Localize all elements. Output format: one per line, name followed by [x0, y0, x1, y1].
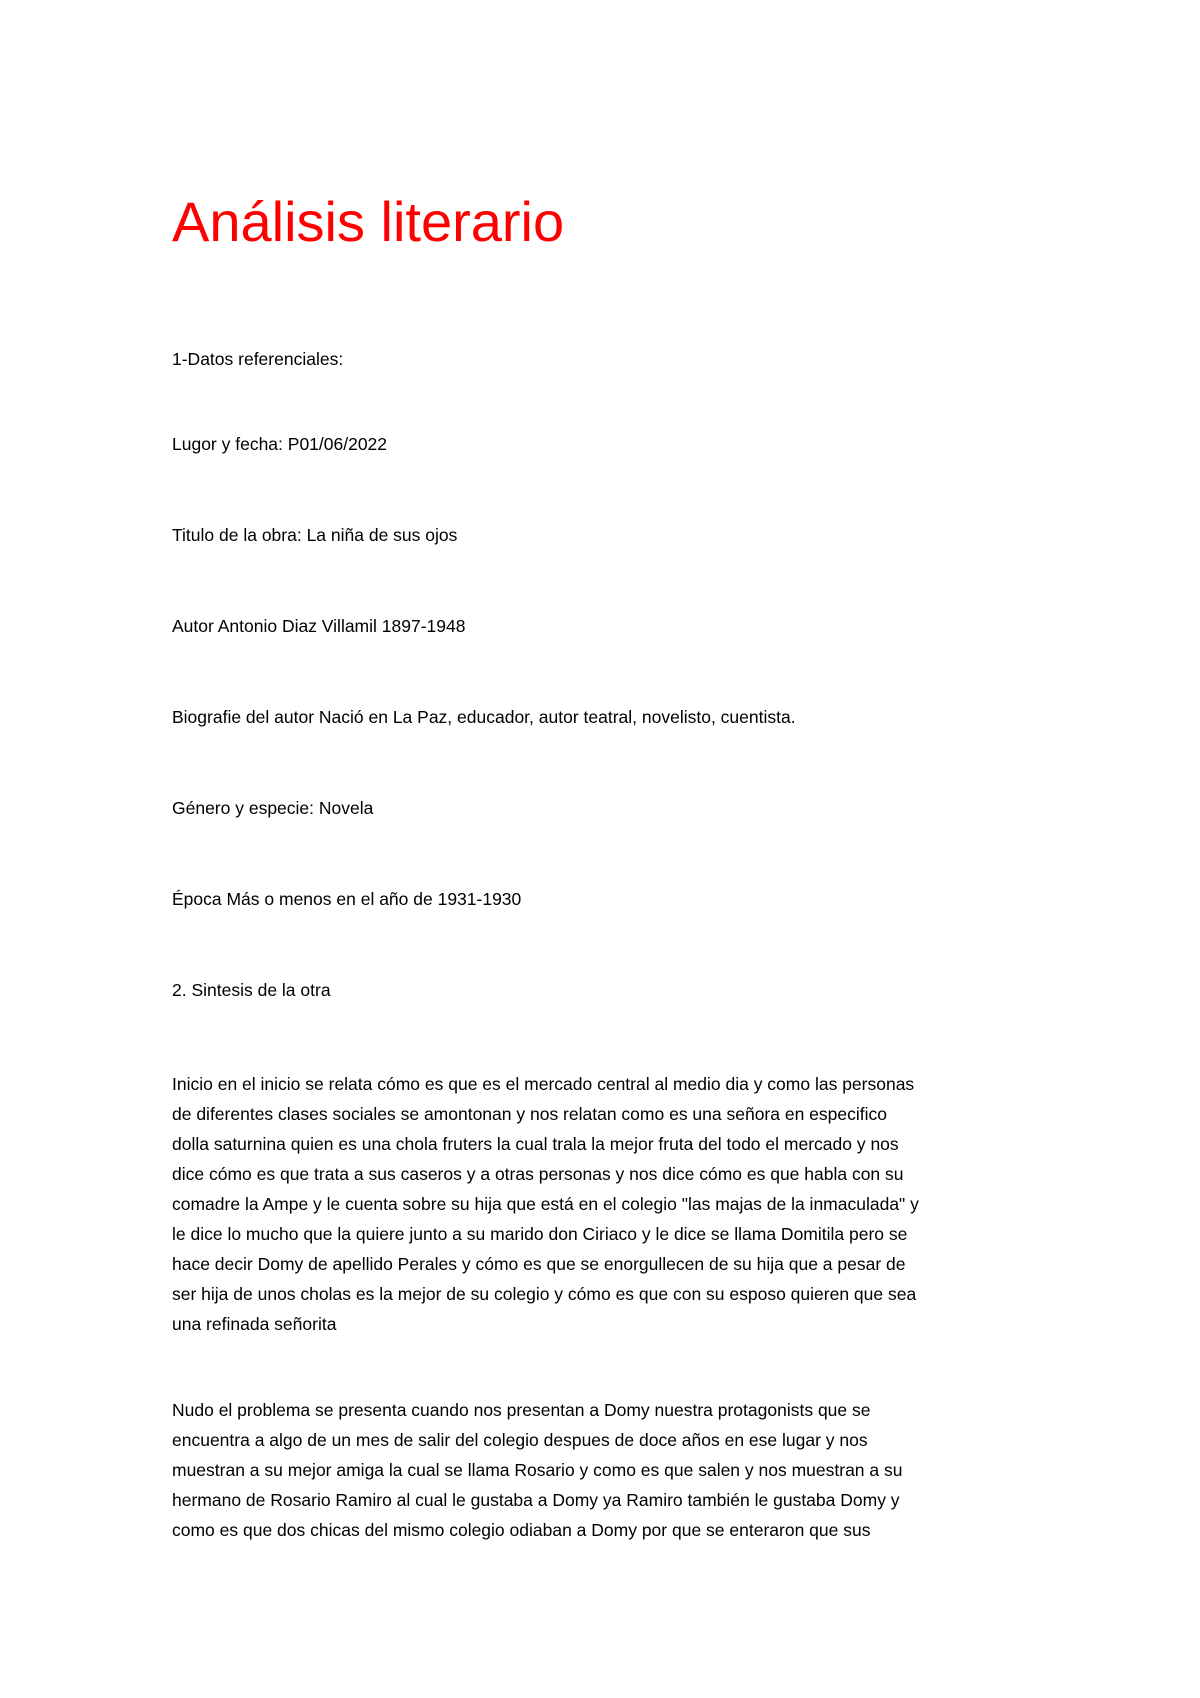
- paragraph-line: hace decir Domy de apellido Perales y cómo es que se enorgullecen de su hija que a pesar de: [172, 1254, 906, 1274]
- paragraph-line: encuentra a algo de un mes de salir del colegio despues de doce años en ese lugar y nos: [172, 1430, 868, 1450]
- autor-line: Autor Antonio Diaz Villamil 1897-1948: [172, 616, 466, 636]
- document-title: Análisis literario: [172, 190, 565, 253]
- paragraph-line: ser hija de unos cholas es la mejor de su colegio y cómo es que con su esposo quieren que sea: [172, 1284, 917, 1304]
- paragraph-line: una refinada señorita: [172, 1314, 337, 1334]
- datos-referenciales-heading: 1-Datos referenciales:: [172, 349, 344, 369]
- paragraph-line: le dice lo mucho que la quiere junto a su marido don Ciriaco y le dice se llama Domitila pero se: [172, 1224, 908, 1244]
- paragraph-line: hermano de Rosario Ramiro al cual le gustaba a Domy ya Ramiro también le gustaba Domy y: [172, 1490, 900, 1510]
- inicio-paragraph: [172, 1069, 1042, 1339]
- sintesis-heading: 2. Sintesis de la otra: [172, 980, 331, 1000]
- paragraph-line: dolla saturnina quien es una chola fruters la cual trala la mejor fruta del todo el mercado y nos: [172, 1134, 899, 1154]
- paragraph-line: Nudo el problema se presenta cuando nos presentan a Domy nuestra protagonists que se: [172, 1400, 871, 1420]
- paragraph-line: comadre la Ampe y le cuenta sobre su hija que está en el colegio "las majas de la inmaculada" y: [172, 1194, 919, 1214]
- lugar-fecha-line: Lugor y fecha: P01/06/2022: [172, 434, 388, 454]
- nudo-paragraph: [172, 1395, 1042, 1545]
- paragraph-line: muestran a su mejor amiga la cual se llama Rosario y como es que salen y nos muestran a su: [172, 1460, 903, 1480]
- titulo-obra-line: Titulo de la obra: La niña de sus ojos: [172, 525, 458, 545]
- paragraph-line: de diferentes clases sociales se amontonan y nos relatan como es una señora en especifico: [172, 1104, 888, 1124]
- epoca-line: Época Más o menos en el año de 1931-1930: [172, 889, 522, 909]
- paragraph-line: dice cómo es que trata a sus caseros y a otras personas y nos dice cómo es que habla con su: [172, 1164, 904, 1184]
- paragraph-line: Inicio en el inicio se relata cómo es que es el mercado central al medio dia y como las personas: [172, 1074, 915, 1094]
- biografia-line: Biografie del autor Nació en La Paz, educador, autor teatral, novelisto, cuentista.: [172, 707, 796, 727]
- genero-line: Género y especie: Novela: [172, 798, 374, 818]
- paragraph-line: como es que dos chicas del mismo colegio odiaban a Domy por que se enteraron que sus: [172, 1520, 871, 1540]
